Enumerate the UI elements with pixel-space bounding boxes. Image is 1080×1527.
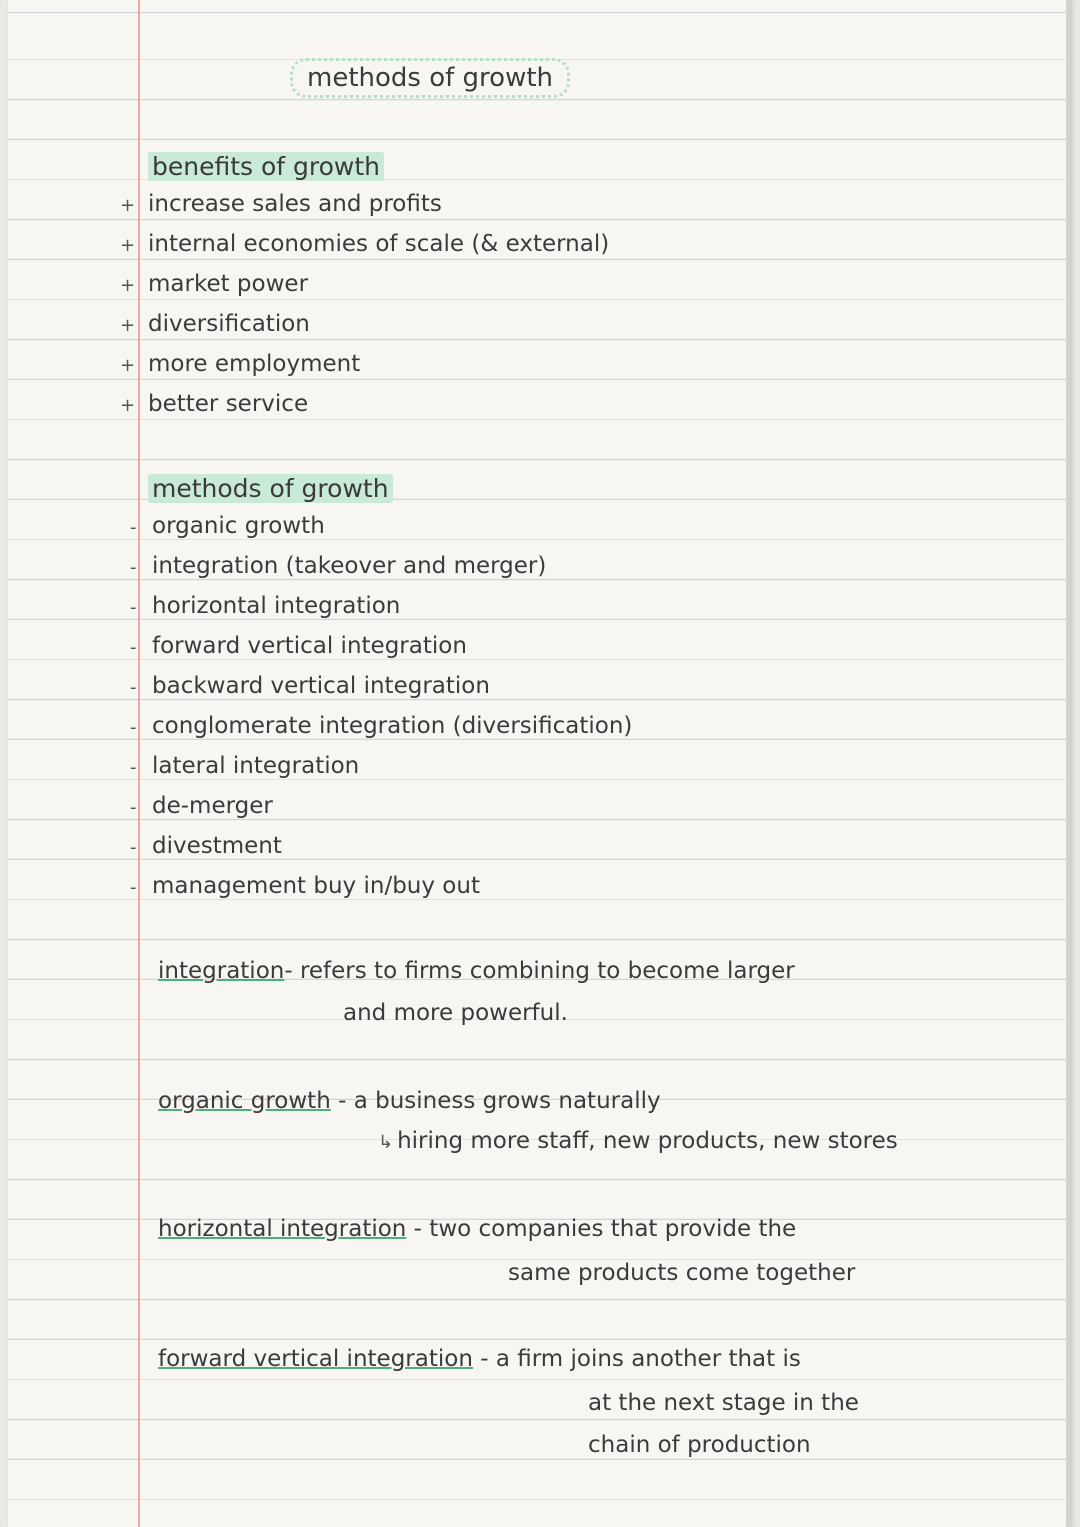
notebook-page bbox=[8, 0, 1070, 1527]
definition-horizontal-cont: same products come together bbox=[508, 1260, 856, 1286]
list-item: + diversification bbox=[120, 304, 609, 344]
list-item: - organic growth bbox=[130, 506, 632, 546]
definition-horizontal: horizontal integration - two companies that provide the bbox=[158, 1216, 797, 1242]
definition-organic-growth-cont: ↳ hiring more staff, new products, new stores bbox=[378, 1128, 898, 1154]
dash-icon: - bbox=[130, 677, 137, 698]
dash-icon: - bbox=[130, 877, 137, 898]
definition-integration-cont: and more powerful. bbox=[343, 1000, 568, 1026]
definition-integration: integration- refers to firms combining to become larger bbox=[158, 958, 795, 984]
plus-icon: + bbox=[120, 395, 136, 416]
dash-icon: - bbox=[130, 637, 137, 658]
dash-icon: - bbox=[130, 517, 137, 538]
dash-icon: - bbox=[130, 717, 137, 738]
list-item: + market power bbox=[120, 264, 609, 304]
list-item: - horizontal integration bbox=[130, 586, 632, 626]
plus-icon: + bbox=[120, 235, 136, 256]
benefits-list bbox=[120, 184, 609, 424]
page-edge bbox=[1066, 0, 1070, 1527]
return-arrow-icon: ↳ bbox=[378, 1132, 394, 1153]
list-item: - conglomerate integration (diversification) bbox=[130, 706, 632, 746]
list-item: - forward vertical integration bbox=[130, 626, 632, 666]
list-item: + better service bbox=[120, 384, 609, 424]
plus-icon: + bbox=[120, 355, 136, 376]
dash-icon: - bbox=[130, 597, 137, 618]
list-item: - lateral integration bbox=[130, 746, 632, 786]
list-item: - de-merger bbox=[130, 786, 632, 826]
definition-forward-vertical: forward vertical integration - a firm joins another that is bbox=[158, 1346, 801, 1372]
list-item: - integration (takeover and merger) bbox=[130, 546, 632, 586]
plus-icon: + bbox=[120, 275, 136, 296]
methods-list bbox=[130, 506, 632, 906]
methods-heading: methods of growth bbox=[148, 474, 393, 503]
definition-forward-vertical-cont2: chain of production bbox=[588, 1432, 811, 1458]
definition-organic-growth: organic growth - a business grows naturally bbox=[158, 1088, 661, 1114]
list-item: - management buy in/buy out bbox=[130, 866, 632, 906]
page-title-box bbox=[290, 58, 570, 98]
dash-icon: - bbox=[130, 837, 137, 858]
list-item: + more employment bbox=[120, 344, 609, 384]
plus-icon: + bbox=[120, 315, 136, 336]
plus-icon: + bbox=[120, 195, 136, 216]
dash-icon: - bbox=[130, 797, 137, 818]
list-item: + increase sales and profits bbox=[120, 184, 609, 224]
dash-icon: - bbox=[130, 557, 137, 578]
list-item: - backward vertical integration bbox=[130, 666, 632, 706]
list-item: - divestment bbox=[130, 826, 632, 866]
list-item: + internal economies of scale (& external) bbox=[120, 224, 609, 264]
dash-icon: - bbox=[130, 757, 137, 778]
definition-forward-vertical-cont1: at the next stage in the bbox=[588, 1390, 859, 1416]
page-title: methods of growth bbox=[290, 58, 570, 98]
benefits-heading: benefits of growth bbox=[148, 152, 384, 181]
